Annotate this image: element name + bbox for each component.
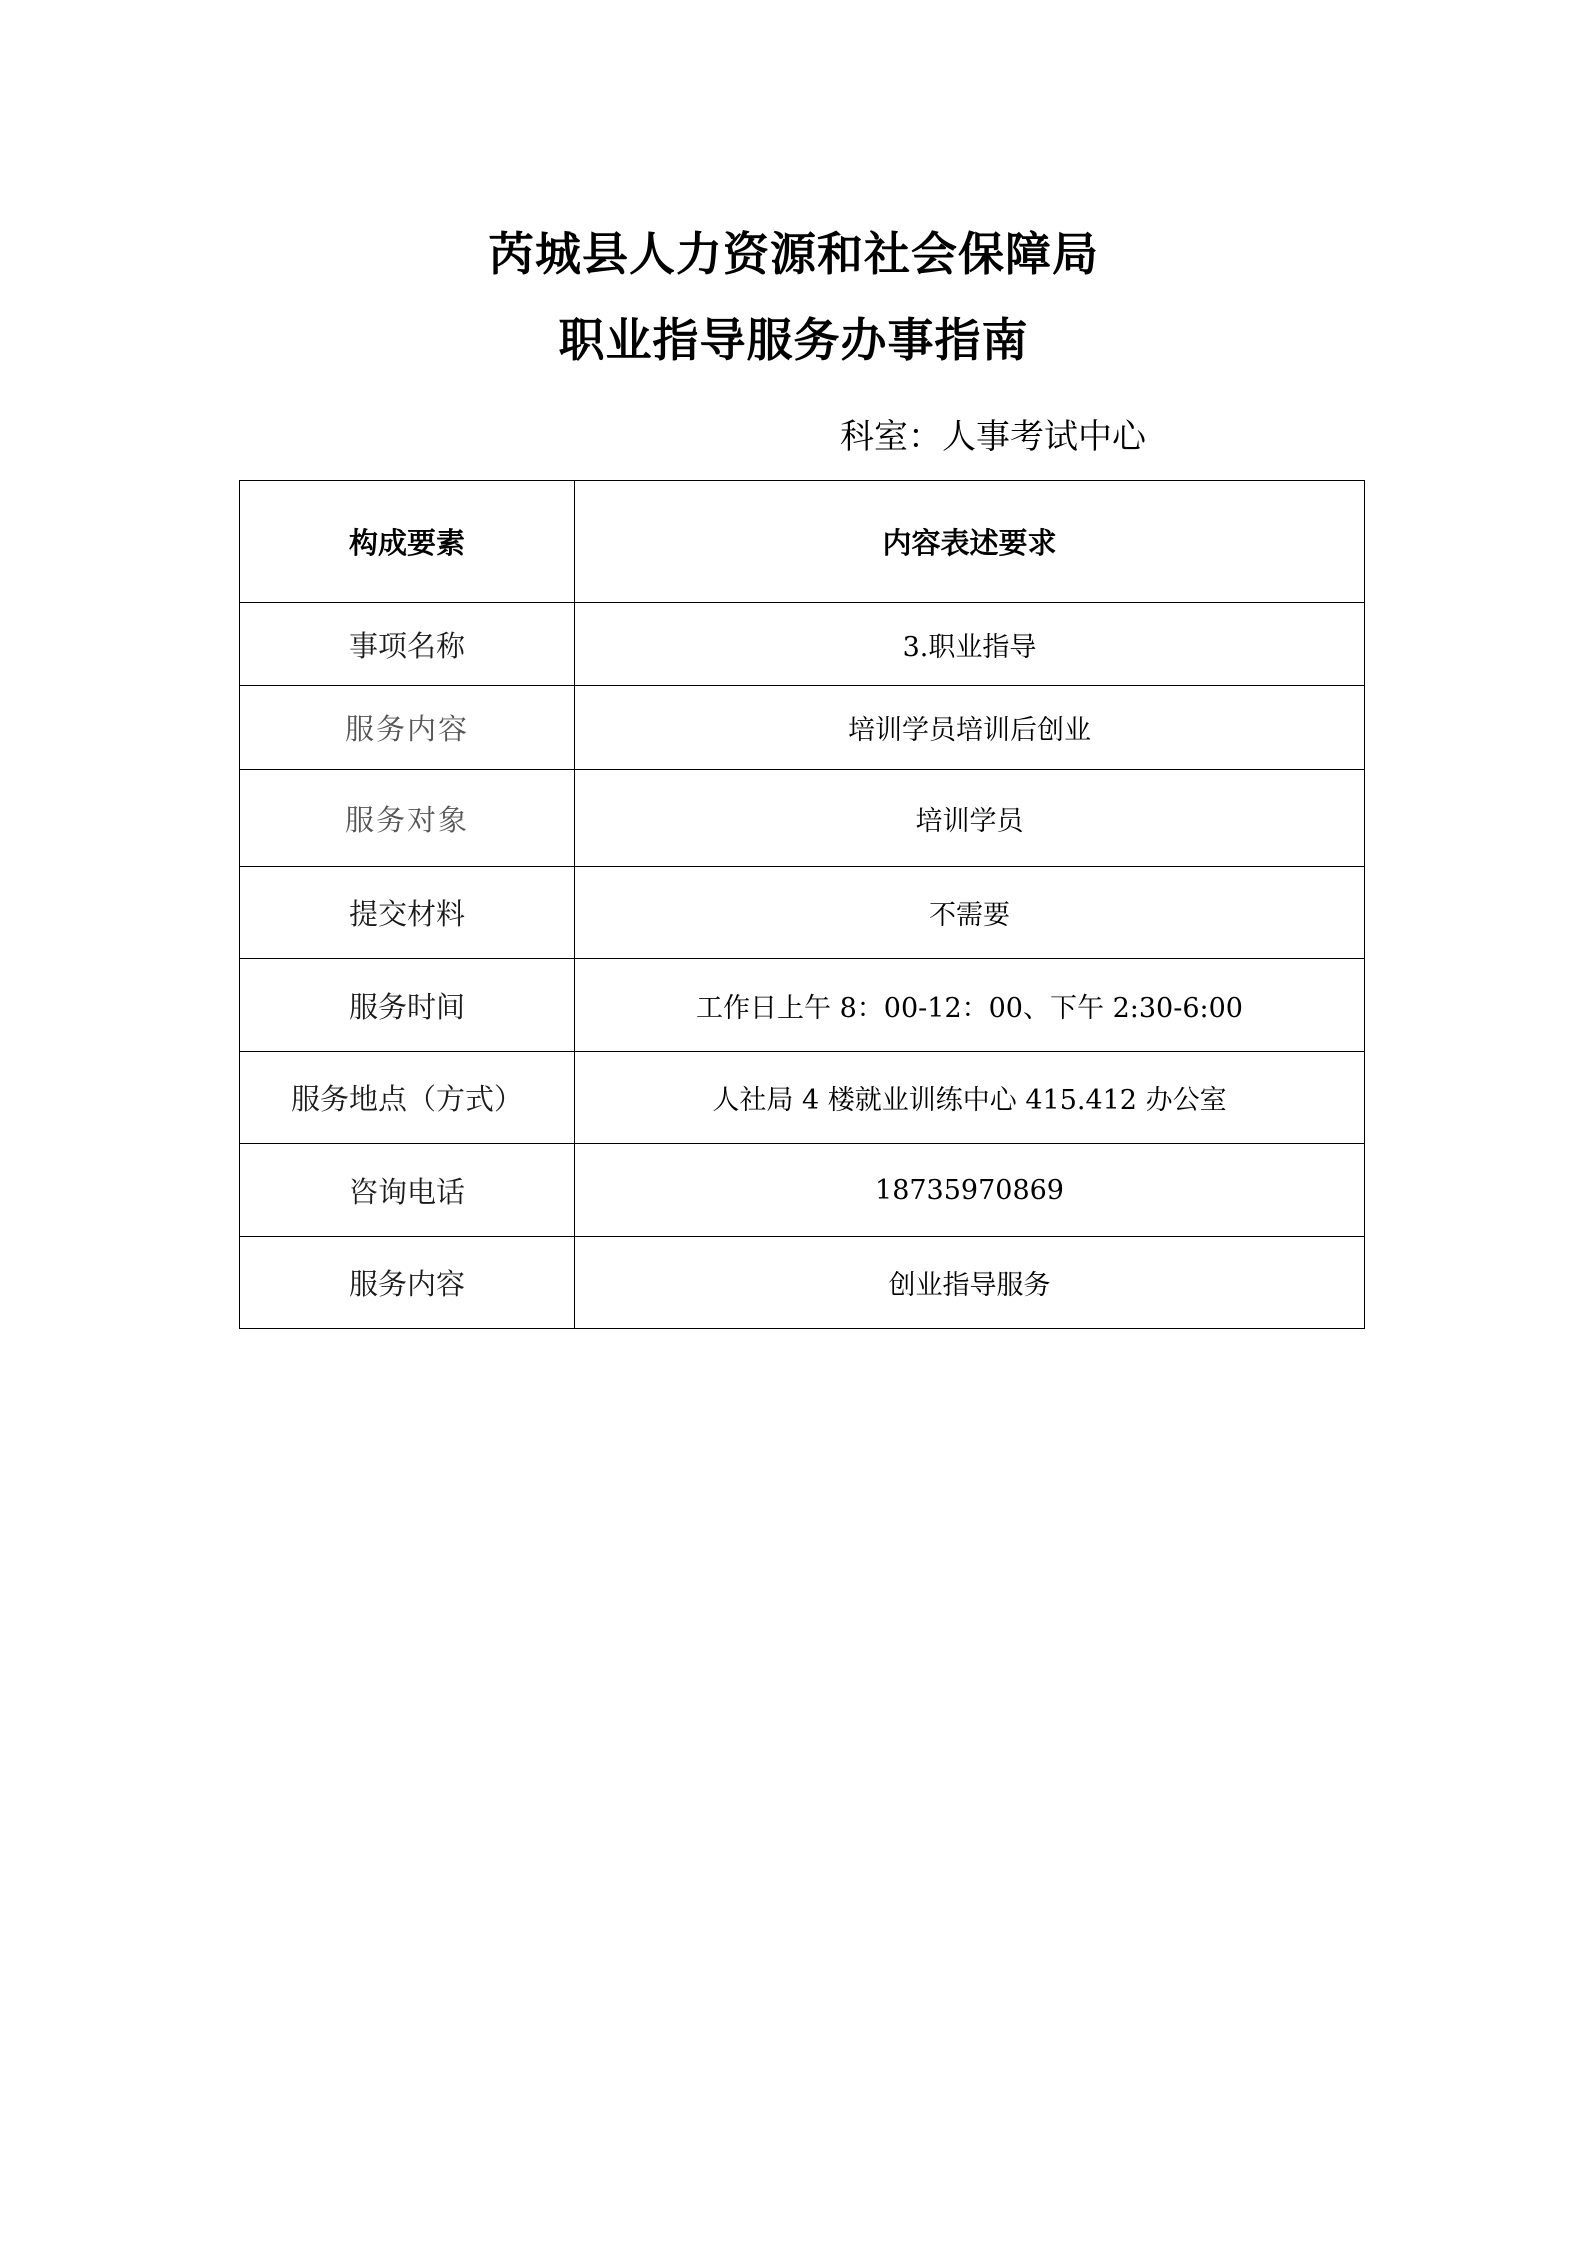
service-guide-table — [239, 480, 1365, 1329]
row-label-service-location: 服务地点（方式） — [240, 1052, 575, 1144]
row-label-item-name: 事项名称 — [240, 603, 575, 686]
row-label-phone: 咨询电话 — [240, 1144, 575, 1237]
row-label-materials: 提交材料 — [240, 867, 575, 959]
table-row — [240, 686, 1365, 770]
row-value-service-time: 工作日上午 8：00-12：00、下午 2:30-6:00 — [575, 959, 1365, 1052]
row-value-service-content-2: 创业指导服务 — [575, 1237, 1365, 1329]
row-value-item-name: 3.职业指导 — [575, 603, 1365, 686]
column-header-element: 构成要素 — [240, 481, 575, 603]
table-header-row — [240, 481, 1365, 603]
row-value-service-content: 培训学员培训后创业 — [575, 686, 1365, 770]
row-value-service-target: 培训学员 — [575, 770, 1365, 867]
document-title-line-2: 职业指导服务办事指南 — [558, 313, 1029, 367]
column-header-content: 内容表述要求 — [575, 481, 1365, 603]
row-value-phone: 18735970869 — [575, 1144, 1365, 1237]
table-row — [240, 867, 1365, 959]
table-row — [240, 959, 1365, 1052]
table-row — [240, 603, 1365, 686]
row-label-service-target: 服务对象 — [240, 770, 575, 867]
row-value-service-location: 人社局 4 楼就业训练中心 415.412 办公室 — [575, 1052, 1365, 1144]
table-row — [240, 1052, 1365, 1144]
table-row — [240, 1144, 1365, 1237]
row-label-service-time: 服务时间 — [240, 959, 575, 1052]
department-label: 科室：人事考试中心 — [840, 417, 1146, 457]
document-title-line-1: 芮城县人力资源和社会保障局 — [488, 227, 1099, 281]
row-value-materials: 不需要 — [575, 867, 1365, 959]
row-label-service-content: 服务内容 — [240, 686, 575, 770]
row-label-service-content-2: 服务内容 — [240, 1237, 575, 1329]
table-row — [240, 770, 1365, 867]
table-row — [240, 1237, 1365, 1329]
